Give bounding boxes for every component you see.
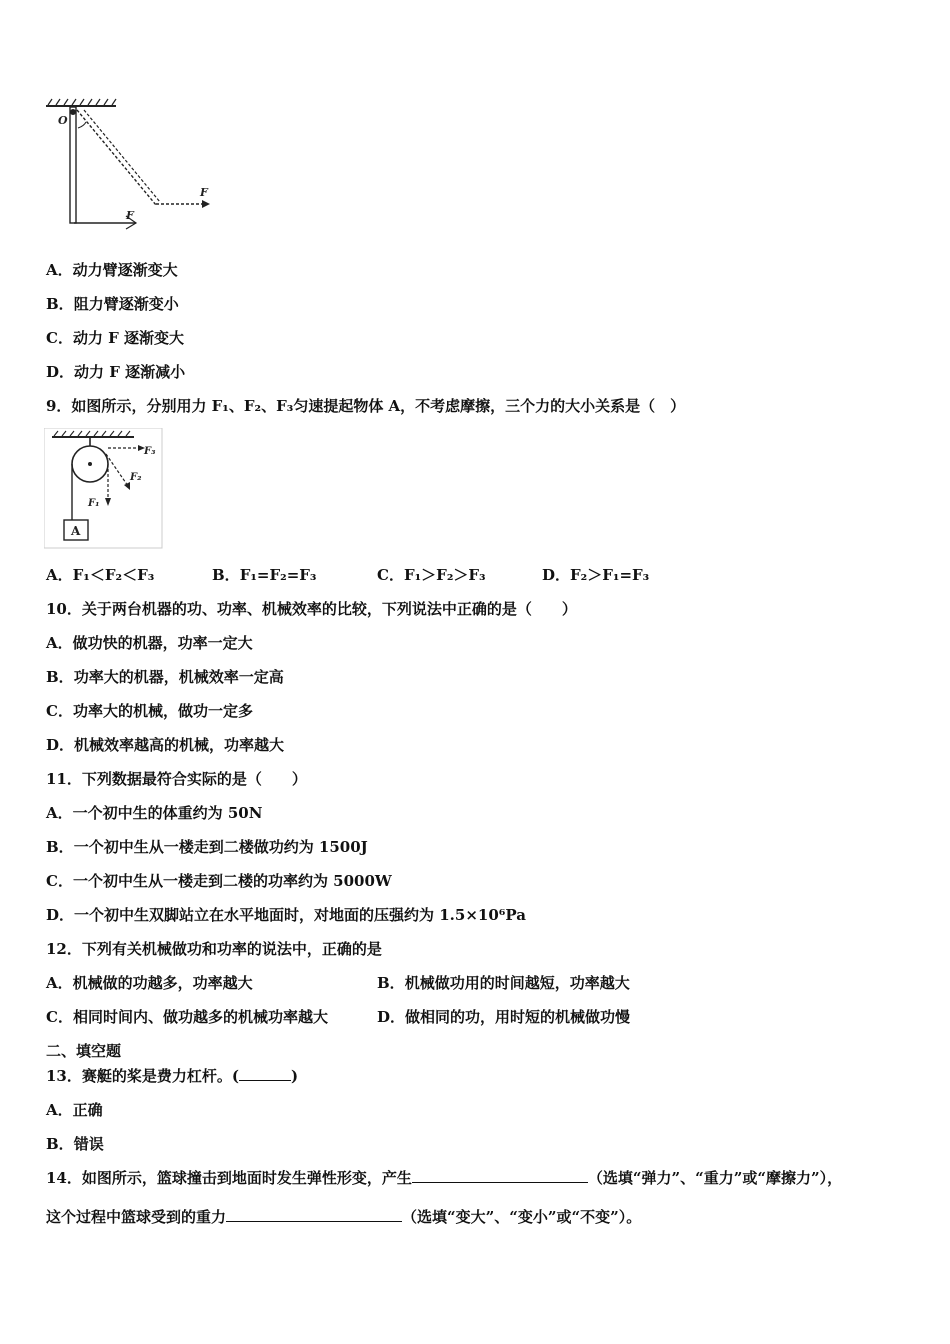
q13-stem: 13．赛艇的桨是费力杠杆。( ) bbox=[46, 1067, 299, 1085]
label-f-right: F bbox=[200, 186, 208, 199]
q8-option-a[interactable]: A．动力臂逐渐变大 bbox=[46, 261, 178, 279]
q9-stem: 9．如图所示，分别用力 F₁、F₂、F₃匀速提起物体 A，不考虑摩擦，三个力的大小关系是（ ） bbox=[46, 397, 686, 415]
q13-option-b[interactable]: B．错误 bbox=[46, 1135, 104, 1153]
q9-option-d[interactable]: D．F₂＞F₁=F₃ bbox=[542, 566, 650, 584]
q12-stem: 12．下列有关机械做功和功率的说法中，正确的是 bbox=[46, 940, 382, 958]
q9-option-c[interactable]: C．F₁＞F₂＞F₃ bbox=[377, 566, 486, 584]
block-a-label: A bbox=[71, 524, 81, 538]
label-f2: F₂ bbox=[130, 472, 142, 483]
q13-blank[interactable] bbox=[239, 1066, 291, 1081]
label-o: O bbox=[58, 114, 68, 127]
label-f-bottom: F bbox=[126, 209, 134, 222]
q10-option-d[interactable]: D．机械效率越高的机械，功率越大 bbox=[46, 736, 285, 754]
q11-option-b[interactable]: B．一个初中生从一楼走到二楼做功约为 1500J bbox=[46, 838, 368, 856]
q12-option-d[interactable]: D．做相同的功，用时短的机械做功慢 bbox=[377, 1008, 631, 1026]
q9-option-b[interactable]: B．F₁=F₂=F₃ bbox=[212, 566, 317, 584]
pulley-figure bbox=[44, 428, 164, 550]
q10-option-c[interactable]: C．功率大的机械，做功一定多 bbox=[46, 702, 253, 720]
lever-figure bbox=[44, 98, 224, 234]
q10-stem: 10．关于两台机器的功、功率、机械效率的比较，下列说法中正确的是（ ） bbox=[46, 600, 577, 618]
q8-option-d[interactable]: D．动力 F 逐渐减小 bbox=[46, 363, 186, 381]
q12-option-b[interactable]: B．机械做功用的时间越短，功率越大 bbox=[377, 974, 630, 992]
q10-option-a[interactable]: A．做功快的机器，功率一定大 bbox=[46, 634, 253, 652]
label-f1: F₁ bbox=[88, 498, 100, 509]
q11-option-a[interactable]: A．一个初中生的体重约为 50N bbox=[46, 804, 263, 822]
q11-stem: 11．下列数据最符合实际的是（ ） bbox=[46, 770, 307, 788]
q9-option-a[interactable]: A．F₁＜F₂＜F₃ bbox=[46, 566, 155, 584]
q14-line1: 14．如图所示，篮球撞击到地面时发生弹性形变，产生 （选填“弹力”、“重力”或“摩擦力”）， bbox=[46, 1169, 843, 1187]
q12-option-c[interactable]: C．相同时间内、做功越多的机械功率越大 bbox=[46, 1008, 328, 1026]
q10-option-b[interactable]: B．功率大的机器，机械效率一定高 bbox=[46, 668, 284, 686]
q11-option-c[interactable]: C．一个初中生从一楼走到二楼的功率约为 5000W bbox=[46, 872, 392, 890]
q12-option-a[interactable]: A．机械做的功越多，功率越大 bbox=[46, 974, 253, 992]
q14-blank-1[interactable] bbox=[412, 1168, 588, 1183]
q8-option-b[interactable]: B．阻力臂逐渐变小 bbox=[46, 295, 179, 313]
q14-blank-2[interactable] bbox=[226, 1207, 402, 1222]
q8-option-c[interactable]: C．动力 F 逐渐变大 bbox=[46, 329, 185, 347]
label-f3: F₃ bbox=[144, 446, 156, 457]
q11-option-d[interactable]: D．一个初中生双脚站立在水平地面时，对地面的压强约为 1.5×10⁶Pa bbox=[46, 906, 526, 924]
section-title: 二、填空题 bbox=[46, 1042, 122, 1060]
q14-line2: 这个过程中篮球受到的重力 （选填“变大”、“变小”或“不变”）。 bbox=[46, 1208, 642, 1226]
q13-option-a[interactable]: A．正确 bbox=[46, 1101, 103, 1119]
